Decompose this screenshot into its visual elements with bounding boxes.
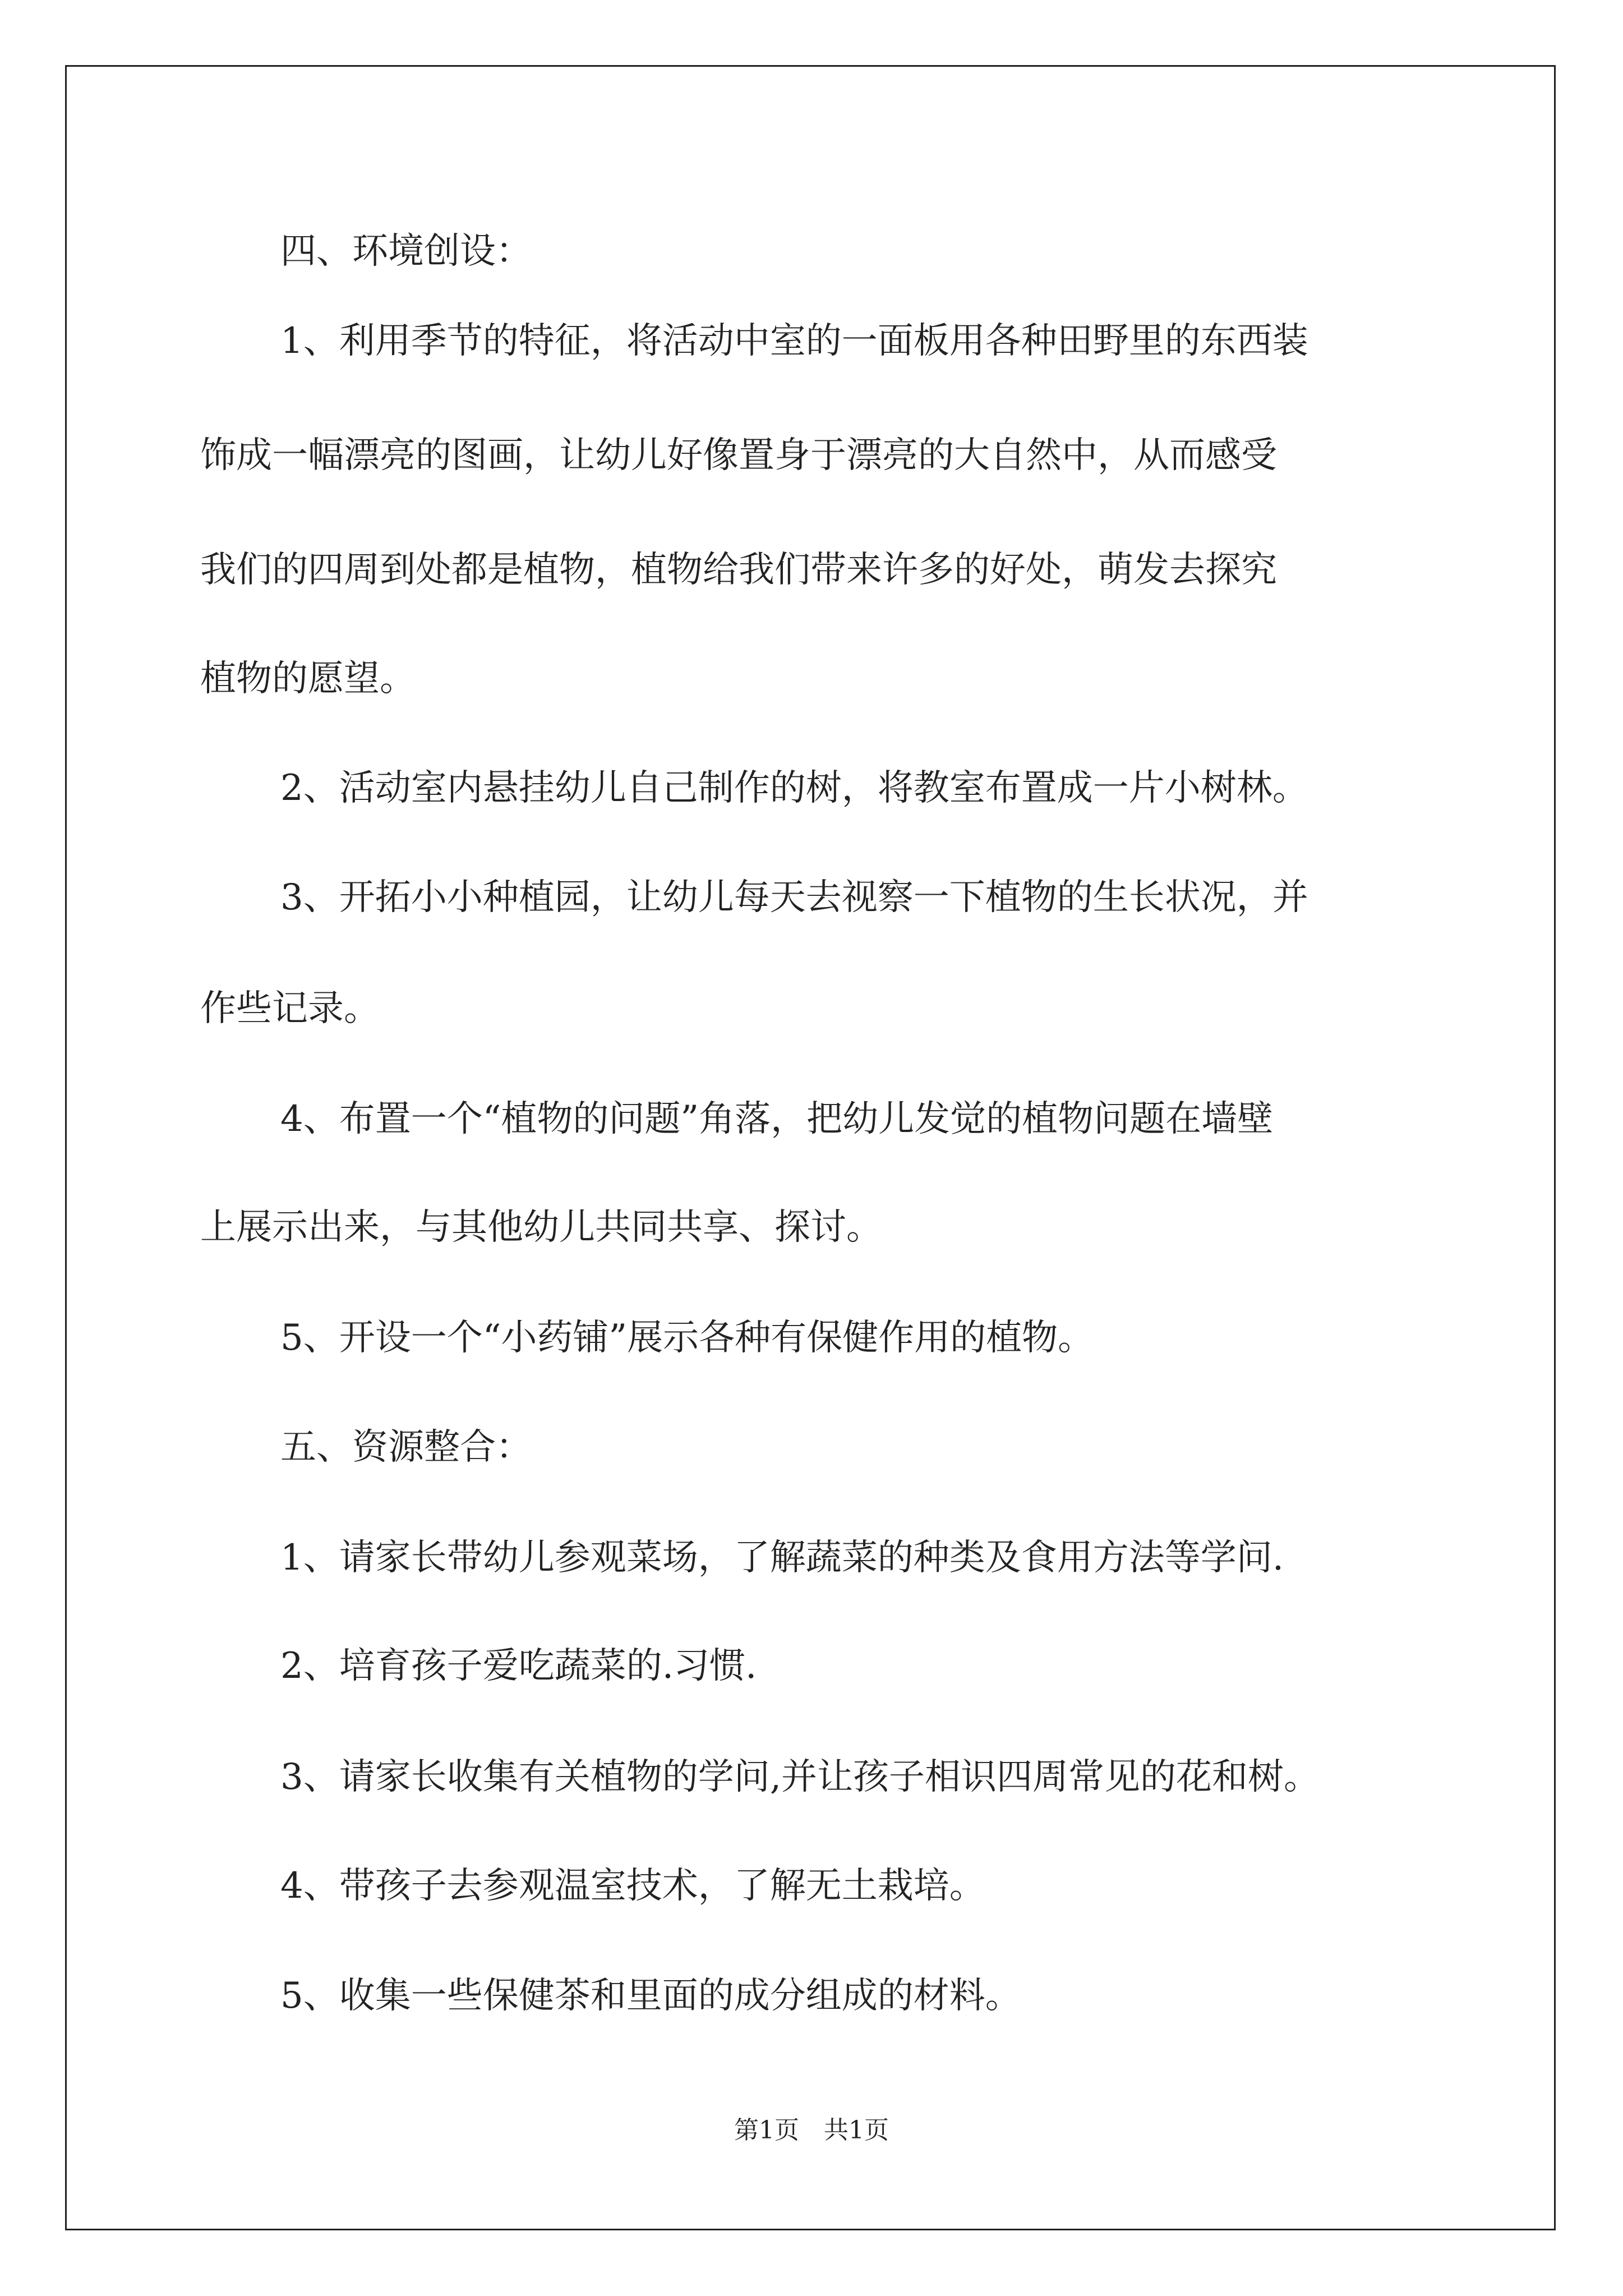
- res-item-5: 5、收集一些保健茶和里面的成分组成的材料。: [280, 1975, 1021, 2017]
- env-item-1-line2: 饰成一幅漂亮的图画，让幼儿好像置身于漂亮的大自然中，从而感受: [200, 435, 1277, 476]
- res-item-4: 4、带孩子去参观温室技术，了解无土栽培。: [280, 1865, 985, 1907]
- env-item-1-line4: 植物的愿望。: [200, 658, 416, 700]
- page-footer: 第1页 共1页: [734, 2116, 889, 2145]
- env-item-2: 2、活动室内悬挂幼儿自己制作的树，将教室布置成一片小树林。: [280, 767, 1308, 809]
- res-item-3: 3、请家长收集有关植物的学问,并让孩子相识四周常见的花和树。: [280, 1756, 1320, 1798]
- res-item-1: 1、请家长带幼儿参观菜场，了解蔬菜的种类及食用方法等学问.: [280, 1537, 1284, 1579]
- env-item-4-line1: 4、布置一个“植物的问题”角落，把幼儿发觉的植物问题在墙壁: [280, 1098, 1274, 1140]
- env-item-4-line2: 上展示出来，与其他幼儿共同共享、探讨。: [200, 1207, 882, 1248]
- env-item-1-line3: 我们的四周到处都是植物，植物给我们带来许多的好处，萌发去探究: [200, 549, 1277, 591]
- env-item-3-line2: 作些记录。: [200, 988, 380, 1029]
- section5-heading: 五、资源整合：: [280, 1427, 532, 1468]
- section4-heading: 四、环境创设：: [280, 231, 532, 272]
- res-item-2: 2、培育孩子爱吃蔬菜的.习惯.: [280, 1645, 757, 1687]
- env-item-3-line1: 3、开拓小小种植园，让幼儿每天去视察一下植物的生长状况，并: [280, 877, 1308, 918]
- env-item-1-line1: 1、利用季节的特征，将活动中室的一面板用各种田野里的东西装: [280, 320, 1308, 362]
- env-item-5: 5、开设一个“小药铺”展示各种有保健作用的植物。: [280, 1317, 1094, 1359]
